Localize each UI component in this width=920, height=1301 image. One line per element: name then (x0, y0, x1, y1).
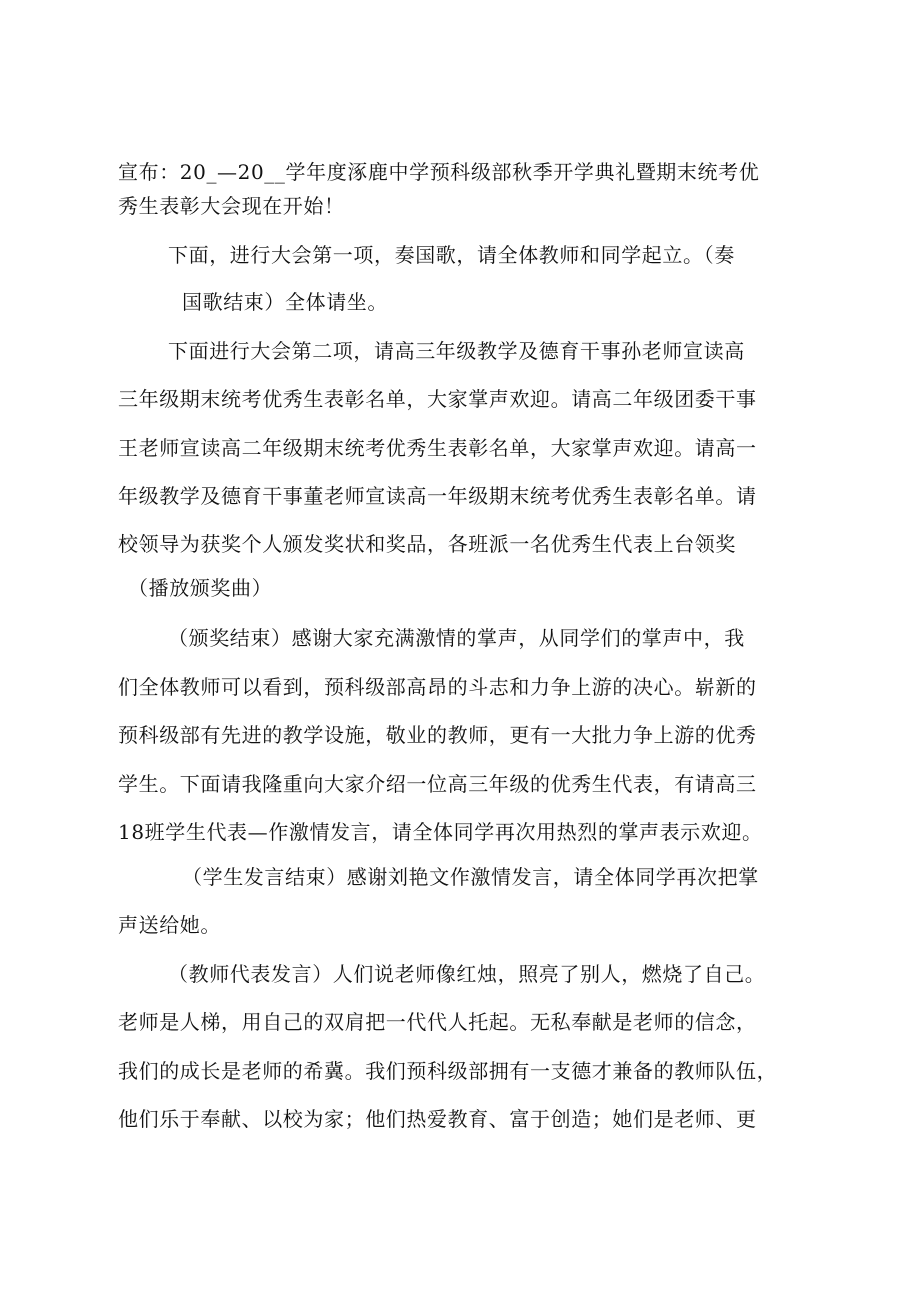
text-line: 三年级期末统考优秀生表彰名单，大家掌声欢迎。请高二年级团委干事 (118, 387, 757, 411)
text-line: 我们的成长是老师的希冀。我们预科级部拥有一支德才兼备的教师队伍， (118, 1059, 778, 1083)
text-line: 老师是人梯，用自己的双肩把一代代人托起。无私奉献是老师的信念， (118, 1010, 757, 1034)
text-line: 们全体教师可以看到，预科级部高昂的斗志和力争上游的决心。崭新的 (118, 675, 757, 699)
text-line: 18班学生代表—作激情发言，请全体同学再次用热烈的掌声表示欢迎。 (118, 820, 763, 844)
text-line: 预科级部有先进的教学设施，敬业的教师，更有一大批力争上游的优秀 (118, 723, 757, 747)
text-line: （教师代表发言）人们说老师像红烛，照亮了别人，燃烧了自己。 (168, 962, 766, 986)
text-line: 下面进行大会第二项，请高三年级教学及德育干事孙老师宣读高 (168, 339, 745, 363)
text-line: 年级教学及德育干事董老师宣读高一年级期末统考优秀生表彰名单。请 (118, 484, 757, 508)
text-line: 秀生表彰大会现在开始！ (118, 194, 345, 218)
text-line: （播放颁奖曲） (128, 576, 273, 600)
text-line: 声送给她。 (118, 913, 221, 937)
text-line: （颁奖结束）感谢大家充满激情的掌声，从同学们的掌声中，我 (168, 626, 745, 650)
text-line: 他们乐于奉献、以校为家；他们热爱教育、富于创造；她们是老师、更 (118, 1107, 757, 1131)
text-line: 国歌结束）全体请坐。 (182, 290, 388, 314)
text-line: 下面，进行大会第一项，奏国歌，请全体教师和同学起立。（奏 (168, 243, 735, 267)
text-line: 宣布：20_—20__学年度涿鹿中学预科级部秋季开学典礼暨期末统考优 (118, 160, 760, 184)
text-line: 学生。下面请我隆重向大家介绍一位高三年级的优秀生代表，有请高三 (118, 772, 757, 796)
text-line: （学生发言结束）感谢刘艳文作激情发言，请全体同学再次把掌 (182, 865, 759, 889)
text-line: 王老师宣读高二年级期末统考优秀生表彰名单，大家掌声欢迎。请高一 (118, 436, 757, 460)
text-line: 校领导为获奖个人颁发奖状和奖品，各班派一名优秀生代表上台领奖 (118, 532, 736, 556)
